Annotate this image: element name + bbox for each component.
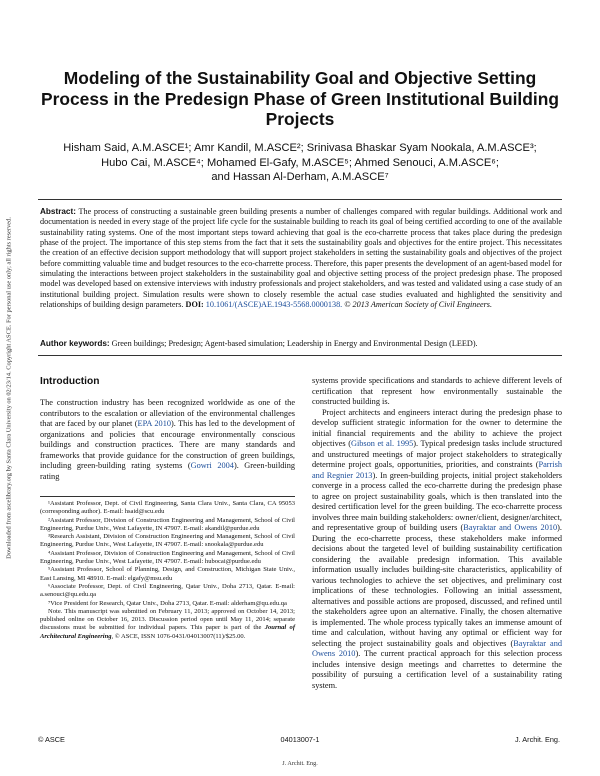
predesign-text-a: Project architects and engineers interact during the predesign phase to develop sufficient strategic information for the owner to determine the initial financial requirements and the ability to achieve the project objectives ( (312, 407, 562, 448)
note-text-b: , © ASCE, ISSN 1076-0431/04013007(11)/$25.00. (111, 632, 246, 640)
citation-gowri[interactable]: Gowri 2004 (190, 461, 234, 470)
footnote-2: ²Assistant Professor, Division of Construction Engineering and Management, School of Civil Engineering, Purdue Univ., West Lafayette, IN 47907. E-mail: akandil@purdue.edu (40, 516, 295, 532)
doi-link[interactable]: 10.1061/(ASCE)AE.1943-5568.0000138. (205, 300, 343, 310)
rating-systems-paragraph: systems provide specifications and standards to achieve different levels of certification that represent how environmentally sustainable the constructed building is. (312, 376, 562, 406)
citation-bayraktar-1[interactable]: Bayraktar and Owens 2010 (463, 523, 558, 532)
predesign-text-d: ). During the eco-charrette process, these stakeholders make informed decisions about the targeted level of building sustainability certification considering the available predesign information. This available information usually includes building-site characteristics, applicability of various technologies to achieve the set objectives, and preliminary cost implications of these technologies. Following an initial assessment, alternatives and possible actions are proposed, discussed, and refined until the stakeholders agree upon an alternative. Finally, the chosen alternative is implemented. The whole process typically takes an immense amount of time and calculation, without having any optimal or efficient way for selecting the project sustainability goals and objectives ( (312, 523, 562, 648)
keywords-label: Author keywords: (40, 339, 110, 348)
author-line-2: Hubo Cai, M.ASCE⁴; Mohamed El-Gafy, M.ASCE⁵; Ahmed Senouci, A.M.ASCE⁶; (101, 156, 499, 169)
abstract-text: The process of constructing a sustainable green building presents a number of challenges compared with regular buildings. Additional work and documentation is needed in every stage of the project life cycle for the sustainable building to reach its goal of being certified according to one of the available sustainability rating systems. One of the most important steps toward achieving that goal is the eco-charrette process that takes place during the predesign phase of the project. The importance of this step stems from the fact that it sets the sustainability goals and objectives for the entire project. This necessitates the creation of an effective decision support methodology that will support project stakeholders in setting the sustainability goals and objectives of the project before committing valuable time and budget resources to the eco-charrette process. Therefore, this paper presents the development of an agent-based model for simulating the interactions between project stakeholders in the sustainability goal and objective setting process of the project predesign phase. The proposed model was developed based on extensive interviews with industry professionals and project stakeholders, and was tested and validated using a case study of an institutional building project. Simulation results were shown to closely resemble the actual case studies evaluated and highlighted the sensitivity and relationships of building design parameters. (40, 207, 562, 310)
intro-paragraph (40, 398, 295, 482)
manuscript-note (40, 608, 295, 641)
predesign-text-b: ). Typical predesign tasks include structured and unstructured meetings of major project stakeholders to strategically determine project goals, opportunities, priorities, and constraints ( (312, 439, 562, 469)
keywords-text: Green buildings; Predesign; Agent-based simulation; Leadership in Energy and Environmental Design (LEED). (111, 339, 478, 348)
bottom-journal-label: J. Archit. Eng. (282, 760, 318, 767)
predesign-paragraph (312, 408, 562, 692)
author-list (40, 141, 560, 185)
download-notice-text: Downloaded from ascelibrary.org by Santa Clara University on 02/23/14. Copyright ASCE. For personal use only; all rights reserved. (5, 217, 13, 559)
introduction-heading: Introduction (40, 376, 100, 387)
abstract (40, 207, 562, 310)
author-keywords (40, 339, 562, 349)
footnote-3: ³Research Assistant, Division of Construction Engineering and Management, School of Civil Engineering, Purdue Univ., West Lafayette, IN 47907. E-mail: snookala@purdue.edu (40, 533, 295, 549)
keywords-rule (38, 355, 562, 356)
abstract-label: Abstract: (40, 207, 76, 216)
right-column (312, 376, 562, 691)
note-text-a: Note. This manuscript was submitted on February 11, 2013; approved on October 14, 2013; published online on October 16, 2013. Discussion period open until May 11, 2014; separate discussions must be submitted for individual papers. This paper is part of the (40, 607, 295, 632)
citation-epa[interactable]: EPA 2010 (137, 419, 171, 428)
intro-text-a: The construction industry has been recognized worldwide as one of the contributors to the escalation or alleviation of the environmental challenges that are faced by our planet ( (40, 398, 295, 428)
footnote-7: ⁷Vice President for Research, Qatar Univ., Doha 2713, Qatar. E-mail: alderham@qu.edu.qa (48, 599, 287, 607)
footer-page-id: 04013007-1 (280, 735, 320, 744)
footer-journal: J. Archit. Eng. (514, 735, 560, 744)
author-line-1: Hisham Said, A.M.ASCE¹; Amr Kandil, M.ASCE²; Srinivasa Bhaskar Syam Nookala, A.M.ASCE³; (63, 142, 537, 154)
predesign-text-c: ). In green-building projects, initial project stakeholders converge in a process called the eco-charrette during the predesign phase to agree on project sustainability goals, which is then translated into the desired certification level for the green building. The eco-charrette process involves three main building stakeholders: owner/client, designer/architect, and representative group of building users ( (312, 470, 562, 532)
footnotes (40, 496, 295, 641)
citation-gibson[interactable]: Gibson et al. 1995 (350, 439, 414, 448)
citation-bayraktar-2[interactable]: Bayraktar and Owens 2010 (312, 638, 563, 658)
doi-label: DOI: (185, 300, 204, 310)
citation-parrish[interactable]: Parrish and Regnier 2013 (312, 460, 562, 480)
abstract-copyright: © 2013 American Society of Civil Engineers. (344, 300, 493, 310)
intro-text-b: ). This has led to the development of organizations and policies that encourage environmentally conscious buildings and construction practices. There are many standards and frameworks that provide guidance for the construction of green buildings, including green-building rating systems ( (40, 419, 296, 470)
download-notice (2, 183, 16, 593)
predesign-text-e: ). The current practical approach for this selection process includes intensive design meetings and charrettes to determine the possibility of pursuing a certification level of a sustainability rating system. (312, 649, 562, 690)
footnote-1: ¹Assistant Professor, Dept. of Civil Engineering, Santa Clara Univ., Santa Clara, CA 95053 (corresponding author). E-mail: hsaid@scu.edu (40, 500, 295, 516)
left-column (40, 376, 295, 641)
top-rule (38, 199, 562, 200)
footnote-6: ⁶Associate Professor, Dept. of Civil Engineering, Qatar Univ., Doha 2713, Qatar. E-mail: a.senouci@qu.edu.qa (40, 582, 295, 599)
footnote-4: ⁴Assistant Professor, Division of Construction Engineering and Management, School of Civil Engineering, Purdue Univ., West Lafayette, IN 47907. E-mail: hubocai@purdue.edu (40, 549, 295, 566)
paper-title: Modeling of the Sustainability Goal and Objective Setting Process in the Predesign Phase of Green Institutional Building Projects (41, 68, 559, 129)
footnote-5: ⁵Assistant Professor, School of Planning, Design, and Construction, Michigan State Univ., East Lansing, MI 48910. E-mail: elgafy@msu.edu (40, 566, 295, 582)
footer-copyright: © ASCE (38, 735, 65, 744)
author-line-3: and Hassan Al-Derham, A.M.ASCE⁷ (211, 171, 389, 183)
journal-name: Journal of Architectural Engineering (40, 624, 295, 640)
intro-text-c: ). Green-building rating (40, 461, 295, 481)
